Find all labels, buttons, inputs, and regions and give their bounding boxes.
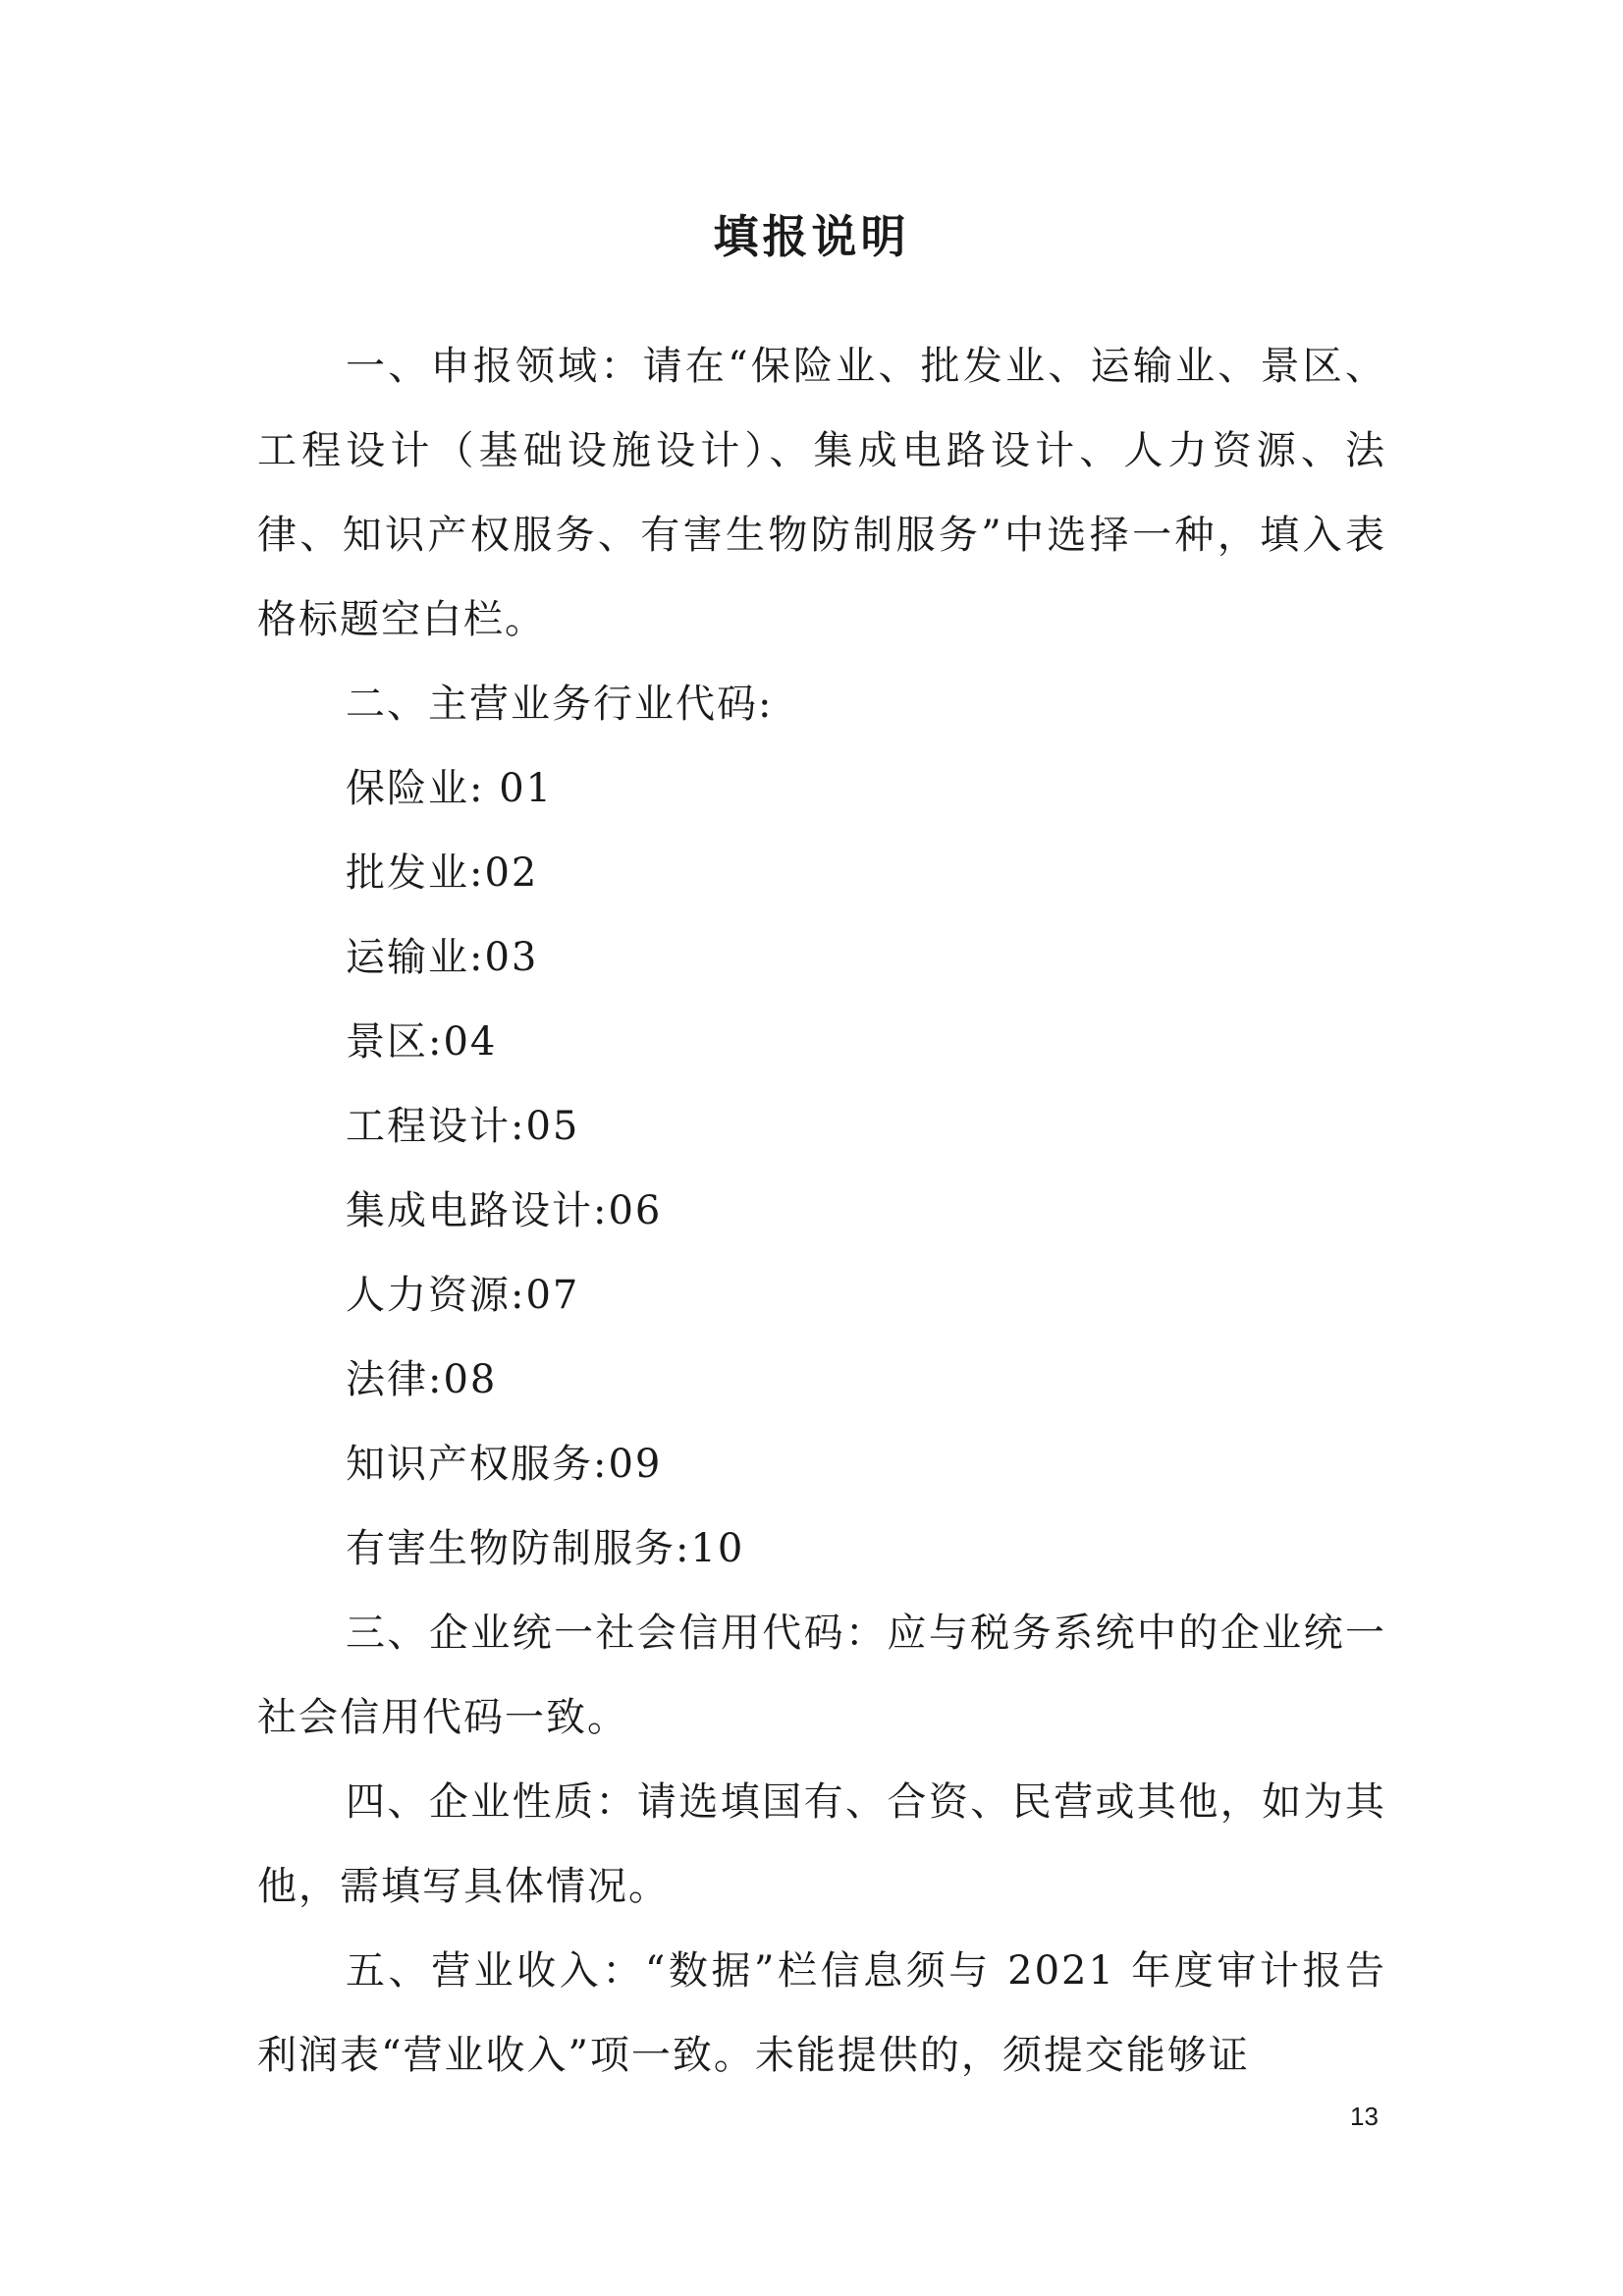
industry-code-item: 景区:04 [346, 1019, 498, 1065]
industry-code-item: 法律:08 [346, 1357, 498, 1402]
section-2-heading: 二、主营业务行业代码: [346, 682, 774, 727]
page-number: 13 [1350, 2102, 1379, 2131]
industry-code-item: 集成电路设计:06 [346, 1188, 663, 1233]
section-5-paragraph: 五、营业收入：“数据”栏信息须与 2021 年度审计报告利润表“营业收入”项一致。未能提供的，须提交能够证 [257, 1948, 1386, 2078]
industry-code-item: 工程设计:05 [346, 1104, 580, 1149]
industry-code-item: 知识产权服务:09 [346, 1442, 663, 1487]
page-title: 填报说明 [713, 210, 910, 263]
section-3-paragraph: 三、企业统一社会信用代码：应与税务系统中的企业统一社会信用代码一致。 [257, 1611, 1386, 1740]
industry-code-item: 批发业:02 [346, 850, 539, 896]
industry-code-item: 有害生物防制服务:10 [346, 1526, 745, 1571]
industry-code-item: 人力资源:07 [346, 1273, 580, 1318]
industry-code-list [257, 746, 1386, 1591]
document-body [257, 324, 1386, 2098]
section-4-paragraph: 四、企业性质：请选填国有、合资、民营或其他，如为其他，需填写具体情况。 [257, 1779, 1386, 1909]
industry-code-item: 保险业: 01 [346, 766, 554, 811]
industry-code-item: 运输业:03 [346, 935, 539, 980]
section-1-paragraph: 一、申报领域：请在“保险业、批发业、运输业、景区、工程设计（基础设施设计）、集成电路设计、人力资源、法律、知识产权服务、有害生物防制服务”中选择一种，填入表格标题空白栏。 [257, 344, 1386, 642]
